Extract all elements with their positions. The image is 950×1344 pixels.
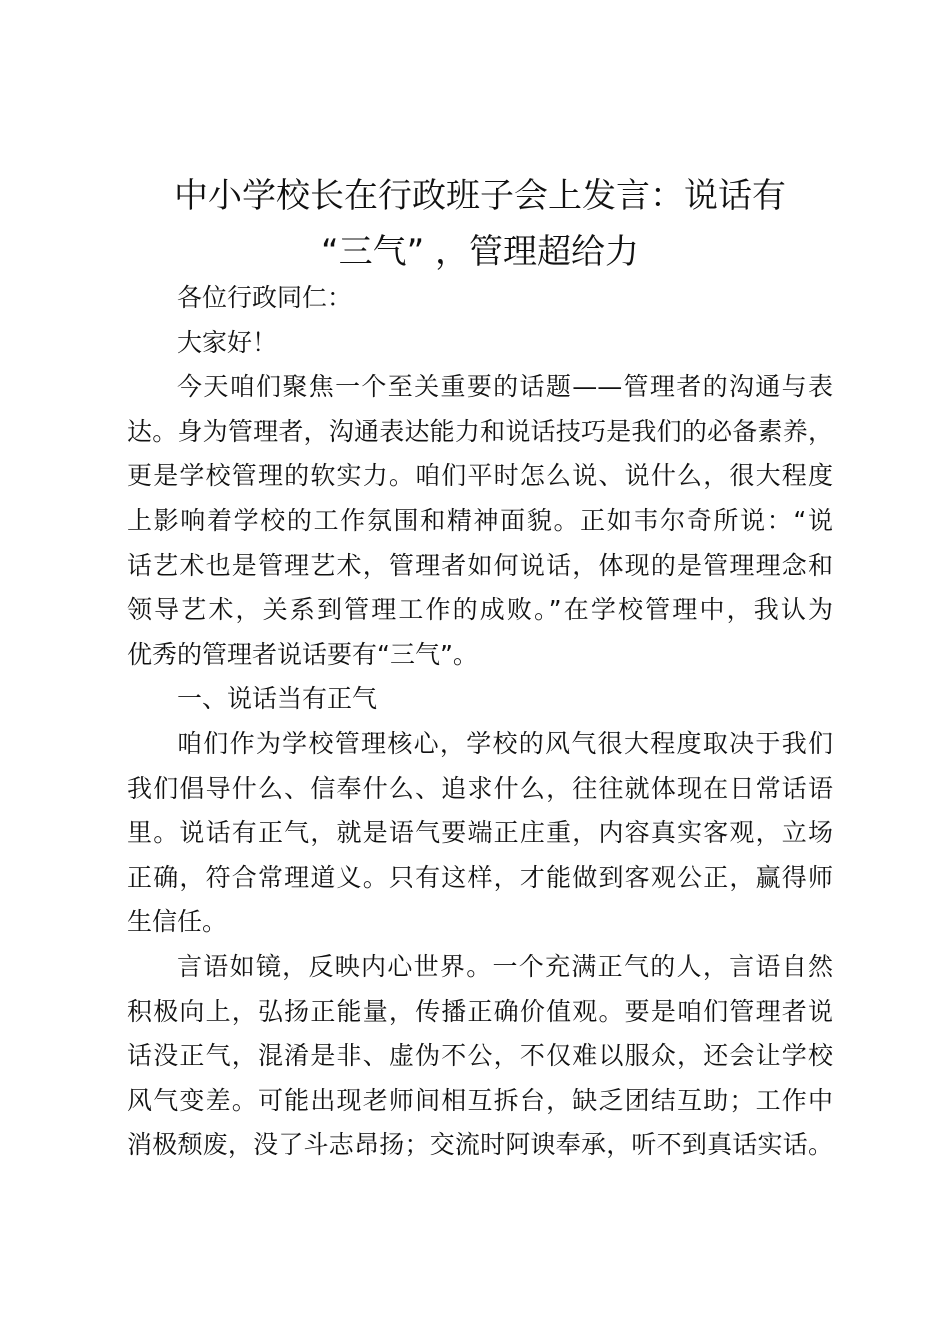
text-line: 领导艺术，关系到管理工作的成败。”在学校管理中，我认为 — [127, 595, 833, 625]
text-line: 正确，符合常理道义。只有这样，才能做到客观公正，赢得师 — [127, 862, 833, 892]
text-line: 我们倡导什么、信奉什么、追求什么，往往就体现在日常话语 — [127, 773, 833, 803]
text-line: 积极向上，弘扬正能量，传播正确价值观。要是咱们管理者说 — [127, 996, 833, 1026]
text-line: 消极颓废，没了斗志昂扬；交流时阿谀奉承，听不到真话实话。 — [127, 1130, 833, 1160]
text-line: 各位行政同仁： — [177, 283, 353, 312]
salutation — [127, 276, 833, 321]
greeting — [127, 321, 833, 366]
text-line: 一、说话当有正气 — [177, 684, 378, 714]
document-title — [127, 168, 833, 280]
text-line: 今天咱们聚焦一个至关重要的话题——管理者的沟通与表 — [177, 372, 833, 402]
paragraph-2 — [127, 945, 833, 1168]
document-body — [127, 276, 833, 1168]
text-line: 生信任。 — [127, 907, 228, 937]
paragraph-1 — [127, 722, 833, 945]
text-line: 话艺术也是管理艺术，管理者如何说话，体现的是管理理念和 — [127, 550, 833, 580]
text-line: 上影响着学校的工作氛围和精神面貌。正如韦尔奇所说：“说 — [127, 505, 833, 535]
text-line: 大家好！ — [177, 327, 278, 357]
text-line: 风气变差。可能出现老师间相互拆台，缺乏团结互助；工作中 — [127, 1085, 833, 1115]
text-line: 优秀的管理者说话要有“三气”。 — [127, 639, 478, 669]
text-line: 言语如镜，反映内心世界。一个充满正气的人，言语自然 — [177, 951, 833, 981]
text-line: 达。身为管理者，沟通表达能力和说话技巧是我们的必备素养， — [127, 416, 833, 446]
text-line: 更是学校管理的软实力。咱们平时怎么说、说什么，很大程度 — [127, 461, 833, 491]
text-line: 话没正气，混淆是非、虚伪不公，不仅难以服众，还会让学校 — [127, 1041, 833, 1071]
title-line-1: 中小学校长在行政班子会上发言：说话有 — [174, 176, 786, 216]
text-line: 里。说话有正气，就是语气要端正庄重，内容真实客观，立场 — [127, 818, 833, 848]
paragraph-intro — [127, 365, 833, 677]
text-line: 咱们作为学校管理核心，学校的风气很大程度取决于我们 — [177, 728, 833, 758]
section-heading-1 — [127, 677, 833, 722]
title-line-2: “三气” ，管理超给力 — [320, 232, 640, 272]
